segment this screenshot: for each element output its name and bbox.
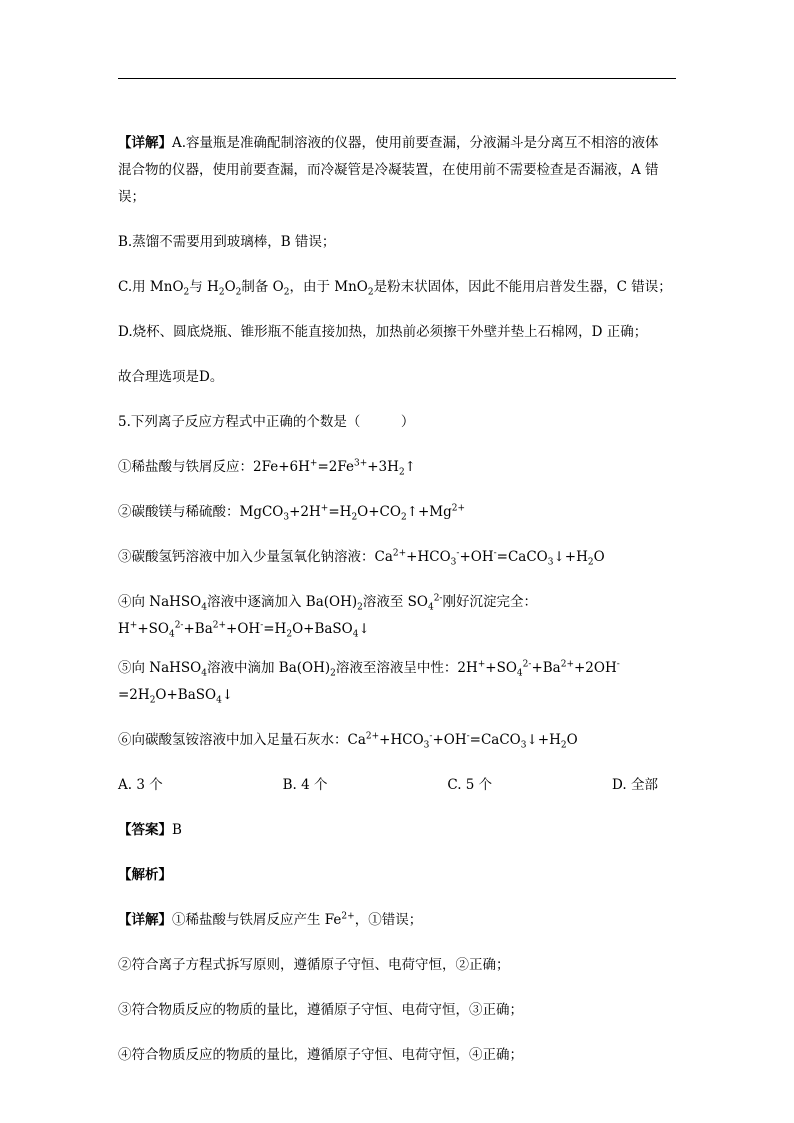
question-item-6 [118, 727, 678, 754]
superscript: + [477, 659, 486, 670]
subscript: 2 [367, 287, 374, 298]
superscript: + [309, 458, 318, 469]
equation-part: 2H [457, 660, 478, 676]
equation-part: ↓ [221, 687, 234, 703]
subscript: 2 [560, 740, 567, 751]
equation-part: +SO [485, 660, 517, 676]
question-5-stem [118, 409, 678, 436]
detail-line-2 [118, 952, 678, 979]
equation-part: +OH [432, 732, 467, 748]
equation-part: =CaCO [496, 549, 548, 565]
detail-text: ②符合离子方程式拆写原则，遵循原子守恒、电荷守恒，②正确； [118, 957, 510, 973]
superscript: - [429, 731, 433, 742]
detail-text: ③符合物质反应的物质的量比，遵循原子守恒、电荷守恒，③正确； [118, 1002, 523, 1018]
equation-part: O [593, 549, 605, 565]
equation-part: H [118, 621, 130, 637]
equation-part: O+BaSO [155, 687, 217, 703]
subscript: 4 [216, 695, 222, 706]
superscript: + [129, 620, 138, 631]
question-item-5 [118, 655, 678, 709]
subscript: 3 [450, 557, 457, 568]
option-b-explanation [118, 229, 678, 256]
subscript: 2 [283, 287, 290, 298]
subscript: 2 [400, 512, 407, 523]
equation-part: =CaCO [469, 732, 521, 748]
header-rule [118, 78, 676, 79]
question-item-3 [118, 544, 678, 571]
superscript: 2- [522, 659, 532, 670]
detail-tag: 【详解】 [118, 135, 172, 151]
superscript: - [616, 659, 620, 670]
superscript: - [456, 548, 460, 559]
superscript: 2+ [212, 620, 227, 631]
subscript: 3 [283, 512, 290, 523]
subscript: 4 [201, 602, 207, 613]
superscript: 2+ [341, 911, 355, 922]
equation-part: Ca [374, 549, 393, 565]
prev-detail-line2: 混合物的仪器，使用前要查漏，而冷凝管是冷凝装置，在使用前不需要检查是否漏液，A 错 [118, 162, 659, 178]
equation-part: =2H [118, 687, 150, 703]
subscript: 2 [587, 557, 594, 568]
superscript: 2+ [451, 503, 466, 514]
item-label: 刚好沉淀完全： [442, 594, 537, 610]
analysis-heading [118, 862, 678, 889]
equation-part: +HCO [379, 732, 424, 748]
detail-text: ①稀盐酸与铁屑反应产生 Fe [172, 912, 342, 928]
conclusion [118, 364, 678, 391]
detail-line-3 [118, 997, 678, 1024]
question-item-4 [118, 589, 678, 643]
equation-part: ↑+Mg [406, 504, 452, 520]
answer-line [118, 817, 678, 844]
equation-part: +2H [289, 504, 321, 520]
superscript: 2+ [365, 731, 380, 742]
option-d-text: D.烧杯、圆底烧瓶、锥形瓶不能直接加热，加热前必须擦干外壁并垫上石棉网，D 正确； [118, 324, 648, 340]
question-stem-text: 5.下列离子反应方程式中正确的个数是（ ） [118, 414, 415, 430]
equation-part: ↓+H [553, 549, 588, 565]
equation-part: O [566, 732, 578, 748]
superscript: 2- [433, 593, 443, 604]
equation-part: +3H [367, 459, 399, 475]
text: O [224, 279, 236, 295]
text: C.用 MnO [118, 279, 184, 295]
subscript: 2 [330, 668, 336, 679]
answer-options [118, 772, 678, 799]
item-label: 溶液至 SO [362, 594, 428, 610]
subscript: 4 [516, 668, 523, 679]
subscript: 3 [547, 557, 554, 568]
option-d: D. 全部 [612, 777, 658, 793]
detail-text: ，①错误； [354, 912, 423, 928]
question-item-2 [118, 499, 678, 526]
equation-part: ↓ [358, 621, 370, 637]
subscript: 2 [357, 602, 363, 613]
text: 是粉末状固体，因此不能用启普发生器，C 错误； [373, 279, 672, 295]
equation-part: ↑ [404, 459, 416, 475]
option-b: B. 4 个 [282, 777, 328, 793]
prev-detail-line1: A.容量瓶是准确配制溶液的仪器，使用前要查漏，分液漏斗是分离互不相溶的液体 [172, 135, 659, 151]
item-label: ③碳酸氢钙溶液中加入少量氢氧化钠溶液： [118, 549, 375, 565]
subscript: 2 [398, 467, 405, 478]
detail-line-4 [118, 1042, 678, 1069]
subscript: 4 [201, 668, 207, 679]
document-body [118, 130, 678, 1087]
equation-part: Ca [347, 732, 366, 748]
superscript: - [493, 548, 497, 559]
superscript: - [466, 731, 470, 742]
subscript: 2 [286, 629, 293, 640]
item-label: ②碳酸镁与稀硫酸： [118, 504, 240, 520]
item-label: ①稀盐酸与铁屑反应： [118, 459, 253, 475]
option-c: C. 5 个 [447, 777, 493, 793]
option-b-text: B.蒸馏不需要用到玻璃棒，B 错误； [118, 234, 336, 250]
subscript: 2 [183, 287, 190, 298]
equation-part: ↓+H [526, 732, 561, 748]
option-a: A. 3 个 [118, 777, 163, 793]
subscript: 2 [351, 512, 358, 523]
equation-part: +SO [137, 621, 169, 637]
equation-part: =2Fe [317, 459, 354, 475]
option-c-explanation [118, 274, 678, 301]
option-d-explanation [118, 319, 678, 346]
equation-part: O+BaSO [292, 621, 353, 637]
analysis-tag: 【解析】 [118, 867, 172, 883]
equation-part: =H [263, 621, 287, 637]
answer-tag: 【答案】 [118, 822, 172, 838]
item-label: ⑥向碳酸氢铵溶液中加入足量石灰水： [118, 732, 348, 748]
equation-part: +OH [459, 549, 494, 565]
subscript: 3 [520, 740, 527, 751]
subscript: 2 [149, 695, 156, 706]
text: ，由于 MnO [289, 279, 368, 295]
equation-part: +HCO [406, 549, 451, 565]
detail-text: ④符合物质反应的物质的量比，遵循原子守恒、电荷守恒，④正确； [118, 1047, 523, 1063]
equation-part: MgCO [239, 504, 284, 520]
question-item-1 [118, 454, 678, 481]
prev-detail-line3: 误； [118, 189, 145, 205]
answer-value: B [172, 822, 182, 838]
superscript: - [260, 620, 264, 631]
subscript: 4 [352, 629, 359, 640]
equation-part: +OH [226, 621, 261, 637]
item-label: ④向 NaHSO [118, 594, 202, 610]
equation-part: +2OH [574, 660, 617, 676]
subscript: 4 [168, 629, 175, 640]
subscript: 2 [218, 287, 225, 298]
equation-part: 2Fe+6H [253, 459, 310, 475]
superscript: 2- [174, 620, 184, 631]
superscript: 2+ [560, 659, 574, 670]
equation-part: +Ba [531, 660, 561, 676]
conclusion-text: 故合理选项是D。 [118, 369, 224, 385]
superscript: + [320, 503, 329, 514]
prev-detail-paragraph [118, 130, 678, 211]
superscript: 2+ [392, 548, 407, 559]
text: 与 H [189, 279, 219, 295]
superscript: 3+ [353, 458, 368, 469]
equation-part: =H [328, 504, 352, 520]
item-label: 溶液中滴加 Ba(OH) [206, 660, 331, 676]
equation-part: +Ba [183, 621, 213, 637]
subscript: 4 [427, 602, 434, 613]
item-label: 溶液至溶液呈中性： [335, 660, 458, 676]
item-label: ⑤向 NaHSO [118, 660, 202, 676]
text: 制备 O [241, 279, 284, 295]
detail-line-1 [118, 907, 678, 934]
subscript: 3 [423, 740, 430, 751]
equation-part: O+CO [357, 504, 401, 520]
subscript: 2 [235, 287, 242, 298]
item-label: 溶液中逐滴加入 Ba(OH) [206, 594, 358, 610]
detail-tag: 【详解】 [118, 912, 172, 928]
